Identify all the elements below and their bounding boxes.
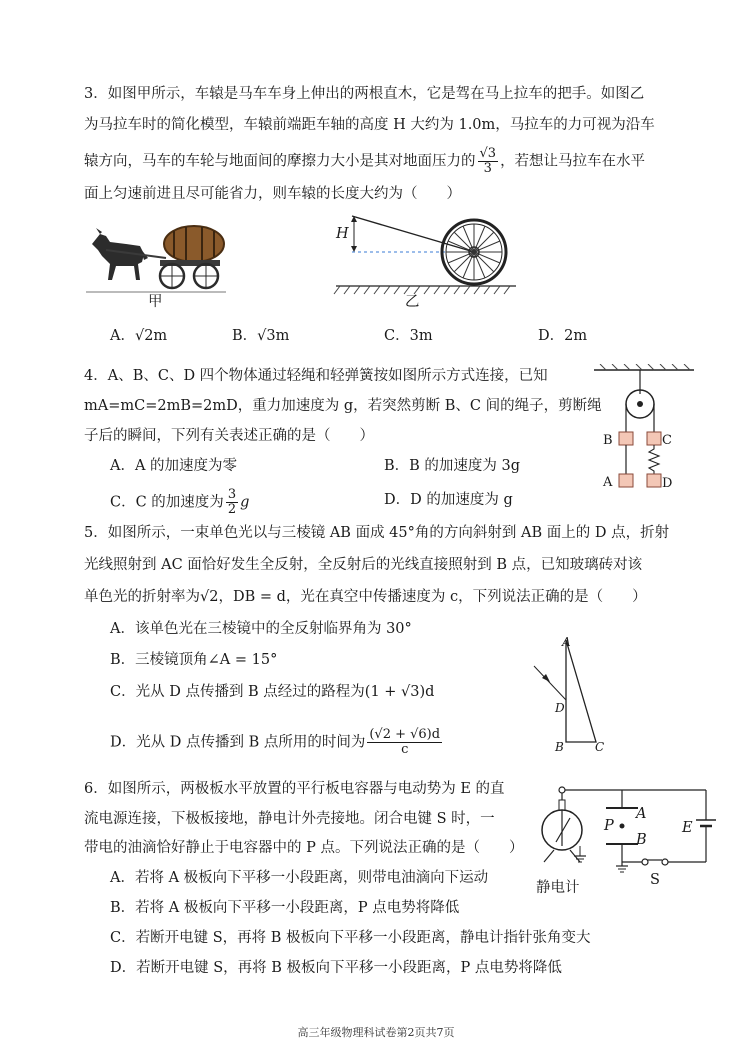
q4-label-a: A — [603, 475, 613, 490]
q6-line-3: 带电的油滴恰好静止于电容器中的 P 点。下列说法正确的是（ ） — [84, 840, 524, 856]
q4-line-3: 子后的瞬间，下列有关表述正确的是（ ） — [84, 428, 374, 444]
page-footer: 高三年级物理科试卷第2页共7页 — [297, 1026, 455, 1039]
q5-label-a: A — [562, 635, 571, 649]
q3-line-3-part-a: 辕方向，马车的车轮与地面间的摩擦力大小是其对地面压力的 — [84, 153, 476, 170]
height-label-h: H — [336, 226, 349, 242]
q6-option-c[interactable]: C．若断开电键 S，再将 B 极板向下平移一小段距离，静电计指针张角变大 — [110, 930, 591, 946]
q5-option-a[interactable]: A．该单色光在三棱镜中的全反射临界角为 30° — [110, 621, 412, 637]
q3-line-1: 3．如图甲所示，车辕是马车车身上伸出的两根直木，它是驾在马上拉车的把手。如图乙 — [84, 86, 645, 102]
q3-option-c[interactable]: C．3m — [384, 328, 433, 344]
q6-label-b: B — [636, 832, 647, 848]
electrometer-label: 静电计 — [536, 880, 580, 896]
q4-option-c-g: g — [240, 494, 250, 511]
q5-label-d: D — [555, 701, 565, 715]
q3-line-4: 面上匀速前进且尽可能省力，则车辕的长度大约为（ ） — [84, 186, 461, 202]
q4-label-d: D — [662, 476, 673, 491]
q4-option-a[interactable]: A．A 的加速度为零 — [110, 458, 238, 474]
q4-label-b: B — [603, 433, 613, 448]
q4-option-c-fraction — [226, 488, 238, 517]
figure-label-jia: 甲 — [148, 294, 163, 310]
q5-line-2: 光线照射到 AC 面恰好发生全反射，全反射后的光线直接照射到 B 点，已知玻璃砖对该 — [84, 557, 643, 573]
q5-line-3: 单色光的折射率为√2，DB = d，光在真空中传播速度为 c，下列说法正确的是（ ） — [84, 589, 647, 605]
q5-option-b[interactable]: B．三棱镜顶角∠A = 15° — [110, 652, 278, 668]
q5-option-d-fraction — [367, 728, 442, 757]
q6-option-d[interactable]: D．若断开电键 S，再将 B 极板向下平移一小段距离，P 点电势将降低 — [110, 960, 562, 976]
q4-option-c-denominator: 2 — [227, 502, 237, 517]
figure-label-yi: 乙 — [405, 294, 420, 310]
q5-option-d-text: D．光从 D 点传播到 B 点所用的时间为 — [110, 734, 366, 751]
q5-option-d-numerator: (√2 + √6)d — [369, 727, 441, 742]
q5-option-d-denominator: c — [401, 742, 409, 757]
q6-label-a: A — [636, 806, 647, 822]
q3-fraction-denominator: 3 — [483, 161, 492, 176]
q6-option-b[interactable]: B．若将 A 极板向下平移一小段距离，P 点电势将降低 — [110, 900, 460, 916]
q5-label-c: C — [595, 740, 605, 754]
q6-label-e: E — [682, 820, 693, 836]
q3-line-2: 为马拉车时的简化模型，车辕前端距车轴的高度 H 大约为 1.0m，马拉车的力可视为沿车 — [84, 117, 655, 133]
q4-label-c: C — [662, 433, 672, 448]
q6-line-2: 流电源连接，下极板接地，静电计外壳接地。闭合电键 S 时，一 — [84, 811, 495, 827]
q5-option-d[interactable] — [110, 728, 444, 757]
q3-option-b[interactable]: B．√3m — [232, 328, 290, 344]
q4-option-d[interactable]: D．D 的加速度为 g — [384, 492, 513, 508]
q6-label-s: S — [650, 872, 660, 888]
q6-line-1: 6．如图所示，两极板水平放置的平行板电容器与电动势为 E 的直 — [84, 781, 505, 797]
q4-option-c[interactable] — [110, 488, 249, 517]
q5-option-c[interactable]: C．光从 D 点传播到 B 点经过的路程为(1 + √3)d — [110, 684, 435, 700]
q4-option-c-text: C．C 的加速度为 — [110, 494, 224, 511]
cart-model-figure — [330, 210, 520, 296]
q4-option-b[interactable]: B．B 的加速度为 3g — [384, 458, 521, 474]
q4-option-c-numerator: 3 — [227, 487, 237, 502]
q3-line-3 — [84, 147, 645, 176]
q3-fraction — [478, 147, 499, 176]
q3-line-3-part-b: ，若想让马拉车在水平 — [500, 153, 646, 170]
q4-line-2: mA=mC=2mB=2mD，重力加速度为 g，若突然剪断 B、C 间的绳子，剪断绳 — [84, 398, 602, 414]
q3-fraction-numerator: √3 — [479, 146, 497, 161]
q5-label-b: B — [555, 740, 564, 754]
q3-option-d[interactable]: D．2m — [538, 328, 588, 344]
q6-option-a[interactable]: A．若将 A 极板向下平移一小段距离，则带电油滴向下运动 — [110, 870, 489, 886]
q4-line-1: 4．A、B、C、D 四个物体通过轻绳和轻弹簧按如图所示方式连接，已知 — [84, 368, 548, 384]
q5-line-1: 5．如图所示，一束单色光以与三棱镜 AB 面成 45°角的方向斜射到 AB 面上的 D 点，折射 — [84, 525, 670, 541]
q6-label-p: P — [604, 818, 614, 834]
q3-option-a[interactable]: A．√2m — [110, 328, 168, 344]
